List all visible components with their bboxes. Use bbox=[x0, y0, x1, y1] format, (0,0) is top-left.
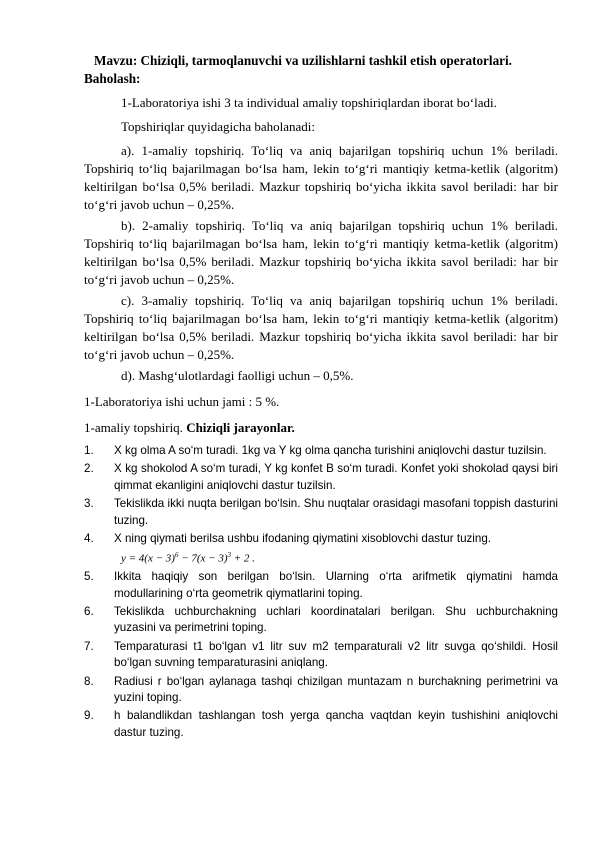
item-number: 5. bbox=[84, 570, 94, 584]
criterion-b: b). 2-amaliy topshiriq. To‘liq va aniq bajarilgan topshiriq uchun 1% beriladi. Topshiriq to‘liq bajarilmagan bo‘lsa ham, lekin to‘g‘ri mantiqiy ketma-ketlik (algoritm) keltirilgan bo‘lsa 0,5% beriladi. Mazkur topshiriq bo‘yicha ikkita savol beriladi: har bir to‘g‘ri javob uchun – 0,25%. bbox=[84, 218, 558, 287]
list-item bbox=[84, 531, 558, 567]
grading-intro: Topshiriqlar quyidagicha baholanadi: bbox=[121, 119, 316, 134]
item-number: 2. bbox=[84, 462, 94, 476]
item-number: 6. bbox=[84, 604, 94, 618]
item-text: X kg olma A so‘m turadi. 1kg va Y kg olma qancha turishini aniqlovchi dastur tuzilsin. bbox=[114, 444, 547, 457]
criterion-d: d). Mashg‘ulotlardagi faolligi uchun – 0,5%. bbox=[121, 368, 354, 383]
document-title: Mavzu: Chiziqli, tarmoqlanuvchi va uzilishlarni tashkil etish operatorlari. bbox=[94, 53, 512, 68]
item-number: 7. bbox=[84, 639, 94, 653]
item-text: Radiusi r bo‘lgan aylanaga tashqi chizilgan muntazam n burchakning perimetrini va yuzini toping. bbox=[114, 674, 558, 704]
item-text: Tekislikda ikki nuqta berilgan bo‘lsin. Shu nuqtalar orasidagi masofani toppish dasturini tuzing. bbox=[114, 497, 558, 527]
list-item bbox=[84, 461, 558, 494]
item-number: 9. bbox=[84, 709, 94, 723]
list-item bbox=[84, 674, 558, 707]
item-text: Temparaturasi t1 bo‘lgan v1 litr suv m2 temparaturali v2 litr suvga qo‘shildi. Hosil bo‘lgan suvning temparaturasini aniqlang. bbox=[114, 639, 558, 670]
list-item bbox=[84, 708, 558, 741]
total-line: 1-Laboratoriya ishi uchun jami : 5 %. bbox=[84, 394, 280, 409]
criterion-c: c). 3-amaliy topshiriq. To‘liq va aniq bajarilgan topshiriq uchun 1% beriladi. Topshiriq to‘liq bajarilmagan bo‘lsa ham, lekin to‘g‘ri mantiqiy ketma-ketlik (algoritm) keltirilgan bo‘lsa 0,5% beriladi. Mazkur topshiriq bo‘yicha ikkita savol beriladi: har bir to‘g‘ri javob uchun – 0,25%. bbox=[84, 293, 558, 362]
formula: $y = 4(x - 3)^6 - 7(x - 3)^3 + 2$ . bbox=[121, 551, 255, 566]
list-item bbox=[84, 443, 558, 459]
criterion-a: a). 1-amaliy topshiriq. To‘liq va aniq bajarilgan topshiriq uchun 1% beriladi. Topshiriq to‘liq bajarilmagan bo‘lsa ham, lekin to‘g‘ri mantiqiy ketma-ketlik (algoritm) keltirilgan bo‘lsa 0,5% beriladi. Mazkur topshiriq bo‘yicha ikkita savol beriladi: har bir to‘g‘ri javob uchun – 0,25%. bbox=[84, 143, 558, 212]
item-text: Ikkita haqiqiy son berilgan bo‘lsin. Ularning o‘rta arifmetik qiymatini hamda modullarining o‘rta geometrik qiymatlarini toping. bbox=[114, 570, 558, 600]
document-page bbox=[84, 52, 558, 743]
item-number: 1. bbox=[84, 444, 94, 457]
item-number: 3. bbox=[84, 497, 94, 511]
list-item bbox=[84, 604, 558, 637]
list-item bbox=[84, 639, 558, 672]
task-topic: Chiziqli jarayonlar. bbox=[186, 420, 295, 435]
task-heading bbox=[84, 419, 558, 437]
item-text: X kg shokolod A so‘m turadi, Y kg konfet B so‘m turadi. Konfet yoki shokolad qaysi biri qimmat ekanligini aniqlovchi dastur tuzilsin. bbox=[114, 462, 558, 492]
list-item bbox=[84, 496, 558, 529]
item-text: Tekislikda uchburchakning uchlari koordinatalari berilgan. Shu uchburchakning yuzasini va perimetrini toping. bbox=[114, 604, 558, 635]
task-list bbox=[84, 443, 558, 741]
grading-heading: Baholash: bbox=[84, 71, 141, 86]
task-prefix: 1-amaliy topshiriq. bbox=[84, 420, 183, 435]
item-text: X ning qiymati berilsa ushbu ifodaning qiymatini xisoblovchi dastur tuzing. bbox=[114, 532, 492, 546]
intro-paragraph: 1-Laboratoriya ishi 3 ta individual amaliy topshiriqlardan iborat bo‘ladi. bbox=[121, 95, 497, 110]
item-text: h balandlikdan tashlangan tosh yerga qancha vaqtdan keyin tushishini aniqlovchi dastur tuzing. bbox=[114, 709, 558, 739]
list-item bbox=[84, 569, 558, 602]
item-number: 8. bbox=[84, 674, 94, 688]
item-number: 4. bbox=[84, 532, 94, 546]
